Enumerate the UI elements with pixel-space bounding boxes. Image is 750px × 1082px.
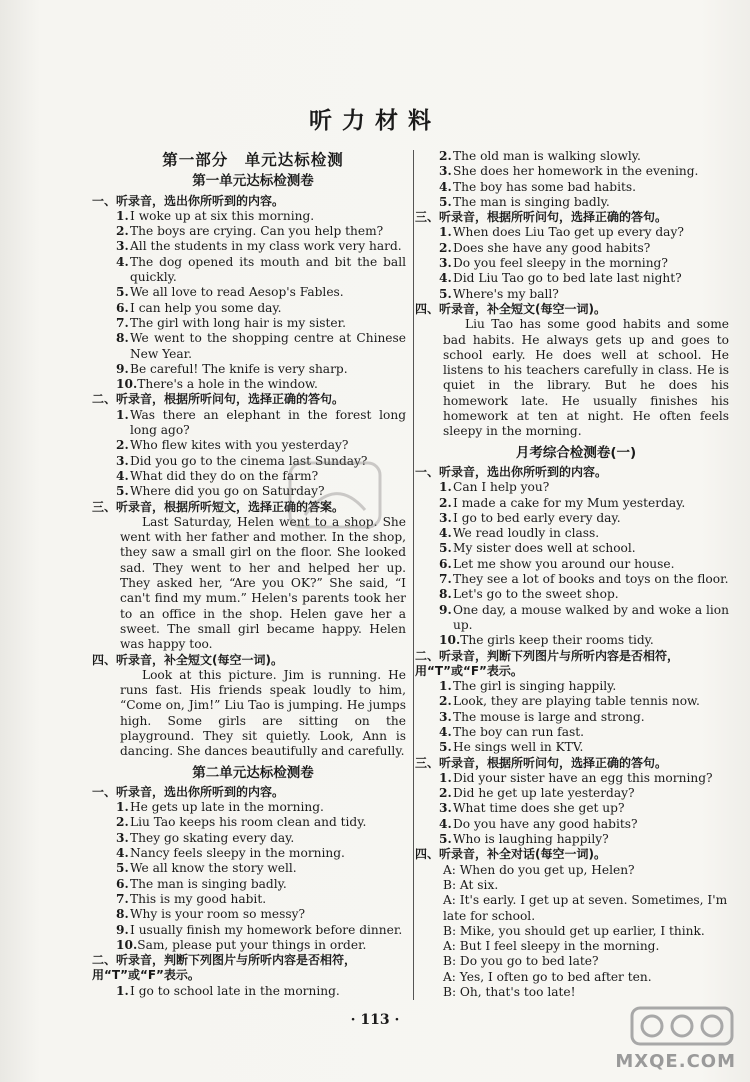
- item-number: 2.: [439, 149, 452, 163]
- item-number: 5.: [439, 832, 452, 847]
- list-item: [100, 923, 406, 938]
- unit1-s1-list: [100, 209, 406, 393]
- list-item: [100, 331, 406, 362]
- item-text: Liu Tao keeps his room clean and tidy.: [130, 815, 367, 830]
- item-number: 1.: [439, 480, 452, 495]
- unit1-title: 第一单元达标检测卷: [192, 173, 314, 190]
- list-item: [100, 892, 406, 907]
- dialogue-line: B: Mike, you should get up earlier, I think.: [443, 923, 705, 938]
- unit1-s4-head: 四、听录音，补全短文(每空一词)。: [92, 652, 283, 667]
- unit1-s1-head: 一、听录音，选出你所听到的内容。: [92, 193, 285, 208]
- item-text: Sam, please put your things in order.: [137, 937, 367, 952]
- list-item: [100, 846, 406, 861]
- item-number: 5.: [439, 740, 452, 755]
- page-number: · 113 ·: [350, 1012, 400, 1028]
- item-text: Nancy feels sleepy in the morning.: [130, 846, 345, 861]
- list-item: [423, 480, 729, 495]
- item-text: Who flew kites with you yesterday?: [130, 438, 349, 453]
- list-item: [423, 195, 729, 210]
- list-item: [100, 938, 406, 953]
- item-number: 6.: [439, 556, 452, 571]
- list-item: [423, 587, 729, 602]
- item-text: We all love to read Aesop's Fables.: [130, 285, 344, 300]
- item-text: I usually finish my homework before dinner.: [130, 922, 403, 937]
- unit2-s2-list-first: [100, 984, 406, 999]
- item-text: What time does she get up?: [453, 801, 625, 816]
- unit1-s3-head: 三、听录音，根据所听短文，选择正确的答案。: [92, 499, 345, 514]
- column-divider: [413, 150, 414, 1000]
- dialogue-line: A: Yes, I often go to bed after ten.: [443, 969, 652, 984]
- item-text: What did they do on the farm?: [130, 468, 319, 483]
- list-item: [423, 256, 729, 271]
- item-number: 3.: [116, 239, 129, 254]
- list-item: [423, 786, 729, 801]
- list-item: [423, 541, 729, 556]
- right-column: [415, 147, 729, 1000]
- list-item: [423, 725, 729, 740]
- list-item: [423, 287, 729, 302]
- item-text: The boy has some bad habits.: [453, 179, 637, 194]
- item-number: 1.: [116, 800, 129, 815]
- list-item: [423, 817, 729, 832]
- item-number: 8.: [439, 587, 452, 602]
- item-text: This is my good habit.: [130, 891, 267, 906]
- item-number: 1.: [439, 770, 452, 785]
- dialogue-line: A: It's early. I get up at seven. Sometimes, I'm late for school.: [443, 893, 728, 923]
- dialogue-line: B: Oh, that's too late!: [443, 985, 576, 1000]
- watermark-text: MXQE.COM: [615, 1051, 736, 1072]
- unit2-s3-head: 三、听录音，根据所听问句，选择正确的答句。: [415, 210, 668, 225]
- item-number: 9.: [439, 602, 452, 617]
- item-text: I go to bed early every day.: [453, 510, 621, 525]
- item-number: 10.: [439, 633, 461, 648]
- item-text: Where did you go on Saturday?: [130, 484, 325, 499]
- item-number: 5.: [439, 194, 452, 209]
- list-item: [100, 984, 406, 999]
- item-number: 3.: [439, 256, 452, 271]
- dialogue-line: A: But I feel sleepy in the morning.: [443, 939, 660, 954]
- list-item: [423, 241, 729, 256]
- unit2-s4-head: 四、听录音，补全短文(每空一词)。: [415, 301, 606, 316]
- monthly-title: 月考综合检测卷(一): [515, 444, 637, 461]
- item-text: She does her homework in the evening.: [453, 164, 699, 179]
- list-item: [423, 633, 729, 648]
- item-text: Did he get up late yesterday?: [453, 786, 635, 801]
- item-number: 7.: [116, 891, 129, 906]
- list-item: [100, 800, 406, 815]
- dialogue-line: B: At six.: [443, 877, 499, 892]
- item-text: Was there an elephant in the forest long long ago?: [130, 407, 406, 438]
- item-number: 3.: [116, 830, 129, 845]
- item-number: 2.: [116, 224, 129, 239]
- item-text: There's a hole in the window.: [137, 377, 318, 392]
- item-number: 1.: [116, 407, 129, 422]
- item-number: 2.: [439, 694, 452, 709]
- unit2-s1-list: [100, 800, 406, 953]
- list-item: [423, 740, 729, 755]
- list-item: [423, 225, 729, 240]
- list-item: [100, 408, 406, 439]
- item-text: They go skating every day.: [130, 830, 295, 845]
- item-number: 5.: [116, 861, 129, 876]
- item-text: We all know the story well.: [130, 861, 297, 876]
- list-item: [423, 180, 729, 195]
- monthly-s4-head: 四、听录音，补全对话(每空一词)。: [415, 847, 606, 862]
- list-item: [423, 496, 729, 511]
- list-item: [423, 511, 729, 526]
- item-text: I go to school late in the morning.: [130, 983, 340, 998]
- part-title: 第一部分 单元达标检测: [162, 151, 344, 169]
- list-item: [423, 801, 729, 816]
- item-number: 2.: [439, 240, 452, 255]
- item-text: Why is your room so messy?: [130, 907, 306, 922]
- item-text: The old man is walking slowly.: [453, 149, 641, 163]
- item-number: 4.: [116, 254, 129, 269]
- list-item: [100, 907, 406, 922]
- item-number: 1.: [116, 208, 129, 223]
- left-column: [92, 147, 406, 999]
- unit2-s2-list-rest: [423, 149, 729, 210]
- item-text: Look, they are playing table tennis now.: [453, 694, 700, 709]
- item-number: 3.: [439, 164, 452, 179]
- item-text: Did your sister have an egg this morning?: [453, 770, 713, 785]
- item-text: He gets up late in the morning.: [130, 800, 324, 815]
- item-text: Do you feel sleepy in the morning?: [453, 256, 668, 271]
- item-text: They see a lot of books and toys on the floor.: [453, 572, 729, 587]
- unit2-s4-passage: Liu Tao has some good habits and some bad habits. He always gets up and goes to school early. He does well at school. He listens to his teachers carefully in class. He is quiet in the library. But he does his homework late. He usually finishes his homework at ten at night. He often feels sleepy in the morning.: [443, 317, 729, 439]
- list-item: [423, 572, 729, 587]
- item-number: 6.: [116, 876, 129, 891]
- monthly-s4-dialogue: [423, 863, 729, 1001]
- item-text: Did you go to the cinema last Sunday?: [130, 453, 368, 468]
- item-text: Where's my ball?: [453, 286, 559, 301]
- item-number: 2.: [439, 786, 452, 801]
- item-number: 3.: [439, 801, 452, 816]
- unit1-s4-passage: Look at this picture. Jim is running. He runs fast. His friends speak loudly to him, “Come on, Jim!” Liu Tao is jumping. He jumps high. Some girls are sitting on the playground. They sit quietly. Look, Ann is dancing. She dances beautifully and carefully.: [120, 667, 406, 759]
- item-text: The girl is singing happily.: [453, 679, 617, 694]
- list-item: [423, 603, 729, 634]
- item-text: When does Liu Tao get up every day?: [453, 225, 684, 240]
- monthly-s2-list: [423, 679, 729, 755]
- item-text: The man is singing badly.: [130, 876, 287, 891]
- item-text: The dog opened its mouth and bit the ball quickly.: [130, 254, 406, 285]
- item-text: Let's go to the sweet shop.: [453, 587, 619, 602]
- item-number: 1.: [439, 225, 452, 240]
- item-number: 2.: [116, 815, 129, 830]
- item-text: The mouse is large and strong.: [453, 709, 645, 724]
- list-item: [100, 861, 406, 876]
- list-item: [100, 831, 406, 846]
- list-item: [100, 377, 406, 392]
- item-number: 4.: [116, 846, 129, 861]
- item-number: 9.: [116, 361, 129, 376]
- list-item: [100, 316, 406, 331]
- item-text: The girl with long hair is my sister.: [130, 315, 347, 330]
- item-number: 4.: [439, 816, 452, 831]
- item-number: 10.: [116, 937, 138, 952]
- item-text: He sings well in KTV.: [453, 740, 584, 755]
- item-number: 8.: [116, 907, 129, 922]
- item-number: 9.: [116, 922, 129, 937]
- list-item: [100, 438, 406, 453]
- item-text: Does she have any good habits?: [453, 240, 651, 255]
- item-text: All the students in my class work very hard.: [130, 239, 402, 254]
- list-item: [423, 557, 729, 572]
- unit2-s1-head: 一、听录音，选出你所听到的内容。: [92, 784, 285, 799]
- item-number: 1.: [439, 679, 452, 694]
- list-item: [100, 224, 406, 239]
- list-item: [423, 149, 729, 164]
- list-item: [423, 832, 729, 847]
- item-number: 7.: [439, 572, 452, 587]
- list-item: [100, 209, 406, 224]
- item-number: 4.: [116, 468, 129, 483]
- monthly-s1-list: [423, 480, 729, 648]
- list-item: [100, 362, 406, 377]
- monthly-s1-head: 一、听录音，选出你所听到的内容。: [415, 464, 608, 479]
- monthly-s3-head: 三、听录音，根据所听问句，选择正确的答句。: [415, 755, 668, 770]
- faint-stamp-graphic: [280, 455, 390, 535]
- list-item: [100, 301, 406, 316]
- item-number: 2.: [439, 495, 452, 510]
- item-text: Did Liu Tao go to bed late last night?: [453, 271, 682, 286]
- item-number: 3.: [439, 510, 452, 525]
- item-number: 2.: [116, 438, 129, 453]
- list-item: [423, 679, 729, 694]
- item-number: 5.: [439, 286, 452, 301]
- item-text: The boys are crying. Can you help them?: [130, 224, 384, 239]
- item-number: 4.: [439, 179, 452, 194]
- monthly-s2-head: 二、听录音，判断下列图片与所听内容是否相符，用“T”或“F”表示。: [415, 648, 680, 678]
- item-number: 4.: [439, 271, 452, 286]
- list-item: [423, 771, 729, 786]
- list-item: [423, 271, 729, 286]
- unit2-title: 第二单元达标检测卷: [192, 764, 314, 781]
- item-number: 7.: [116, 315, 129, 330]
- item-text: We read loudly in class.: [453, 526, 600, 541]
- dialogue-line: A: When do you get up, Helen?: [443, 862, 635, 877]
- item-number: 5.: [116, 285, 129, 300]
- item-text: My sister does well at school.: [453, 541, 636, 556]
- item-number: 3.: [116, 453, 129, 468]
- item-text: One day, a mouse walked by and woke a lion up.: [453, 602, 729, 632]
- item-text: Be careful! The knife is very sharp.: [130, 361, 348, 376]
- list-item: [100, 815, 406, 830]
- item-text: I can help you some day.: [130, 300, 282, 315]
- item-text: The boy can run fast.: [453, 724, 584, 739]
- item-text: Who is laughing happily?: [453, 832, 609, 847]
- item-number: 8.: [116, 331, 129, 346]
- item-text: Can I help you?: [453, 480, 550, 495]
- item-text: The girls keep their rooms tidy.: [460, 633, 654, 648]
- item-number: 4.: [439, 526, 452, 541]
- item-number: 4.: [439, 724, 452, 739]
- item-number: 10.: [116, 377, 138, 392]
- page-title: 听力材料: [309, 108, 441, 134]
- item-text: I woke up at six this morning.: [130, 208, 315, 223]
- item-text: The man is singing badly.: [453, 194, 610, 209]
- item-number: 1.: [116, 983, 129, 998]
- monthly-s3-list: [423, 771, 729, 847]
- list-item: [423, 526, 729, 541]
- list-item: [423, 710, 729, 725]
- unit2-s3-list: [423, 225, 729, 301]
- item-number: 6.: [116, 300, 129, 315]
- list-item: [100, 285, 406, 300]
- item-text: I made a cake for my Mum yesterday.: [453, 495, 686, 510]
- item-number: 5.: [439, 541, 452, 556]
- item-number: 3.: [439, 709, 452, 724]
- item-text: Let me show you around our house.: [453, 556, 675, 571]
- list-item: [100, 255, 406, 286]
- list-item: [423, 694, 729, 709]
- item-text: We went to the shopping centre at Chinese New Year.: [130, 331, 406, 361]
- item-number: 5.: [116, 484, 129, 499]
- list-item: [100, 239, 406, 254]
- unit2-s2-head: 二、听录音，判断下列图片与所听内容是否相符，用“T”或“F”表示。: [92, 953, 357, 983]
- item-text: Do you have any good habits?: [453, 816, 638, 831]
- dialogue-line: B: Do you go to bed late?: [443, 954, 599, 969]
- unit1-s2-head: 二、听录音，根据所听问句，选择正确的答句。: [92, 392, 345, 407]
- list-item: [100, 877, 406, 892]
- unit1-s3-passage: Last Saturday, Helen went to a shop. She went with her father and mother. In the shop, they saw a small girl on the floor. She looked sad. They went to her and helped her up. They asked her, “Are you OK?” She said, “I can't find my mum.” Helen's parents took her to an office in the shop. Helen gave her a sweet. The small girl became happy. Helen was happy too.: [120, 514, 406, 652]
- list-item: [423, 164, 729, 179]
